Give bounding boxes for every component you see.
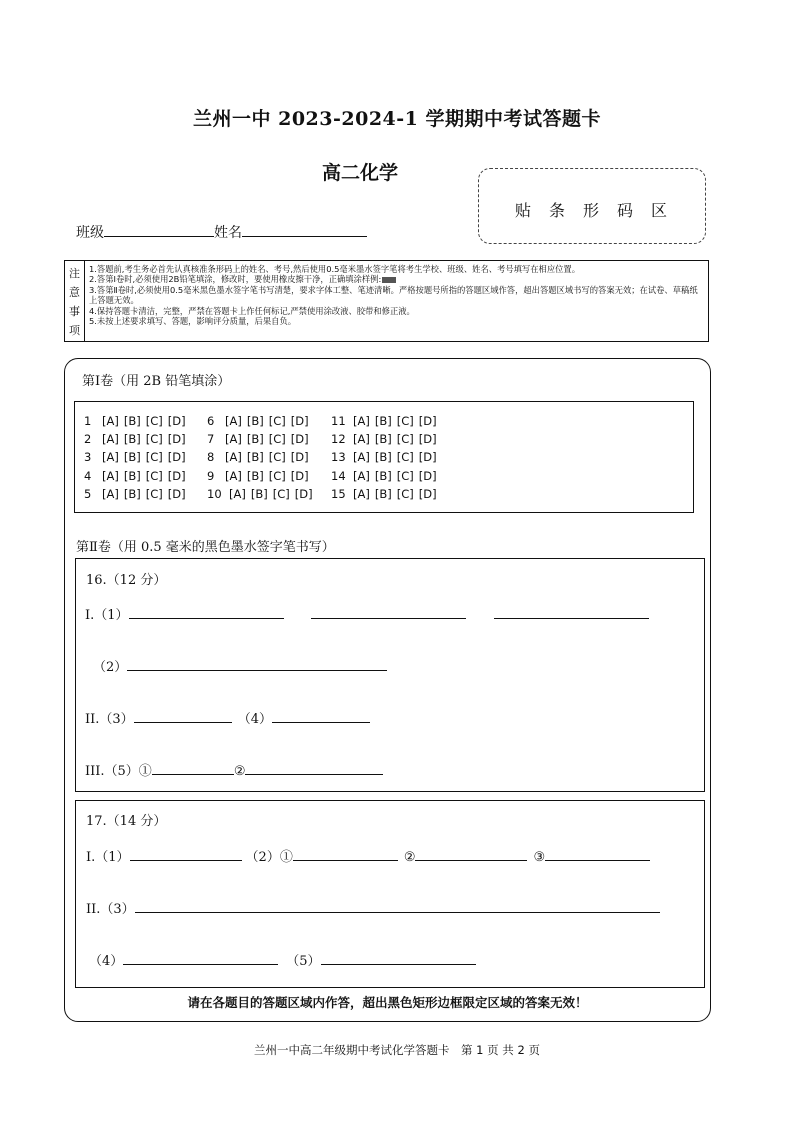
card-title: 兰州一中 2023-2024-1 学期期中考试答题卡 — [193, 108, 601, 130]
mc-option-bubble[interactable]: [D] — [294, 486, 313, 501]
answer-line[interactable] — [135, 899, 660, 913]
answer-line[interactable] — [129, 605, 284, 619]
mc-option-bubble[interactable]: [B] — [246, 414, 264, 428]
mc-question-number: 2 — [84, 432, 92, 447]
answer-line[interactable] — [545, 847, 650, 861]
q17-row-2: II.（3） — [86, 898, 660, 917]
mc-question-number: 5 — [84, 486, 92, 501]
mc-question-number: 8 — [207, 450, 215, 465]
mc-option-bubble[interactable]: [B] — [374, 450, 392, 465]
answer-line[interactable] — [321, 951, 476, 965]
subject-title: 高二化学 — [321, 162, 398, 184]
mc-option-bubble[interactable]: [B] — [123, 450, 141, 465]
mc-question-number: 12 — [331, 432, 346, 447]
mc-column — [84, 412, 191, 503]
mc-option-bubble[interactable]: [D] — [418, 486, 437, 501]
mc-option-bubble[interactable]: [D] — [418, 414, 437, 428]
mc-question-number: 1 — [84, 414, 92, 428]
note-item: 2.答第Ⅰ卷时,必须使用2B铅笔填涂，修改时，要使用橡皮擦干净，正确填涂样例: — [89, 274, 704, 284]
mc-question-row — [207, 448, 318, 466]
q16-row-4: III.（5）① ② — [85, 760, 383, 779]
mc-option-bubble[interactable]: [D] — [290, 414, 309, 428]
mc-option-bubble[interactable]: [D] — [290, 432, 309, 447]
mc-option-bubble[interactable]: [C] — [268, 468, 286, 483]
mc-option-bubble[interactable]: [D] — [167, 432, 186, 447]
mc-question-row — [207, 412, 318, 430]
mc-question-row — [331, 430, 442, 448]
answer-line[interactable] — [245, 761, 383, 775]
answer-line[interactable] — [127, 657, 387, 671]
mc-option-bubble[interactable]: [B] — [123, 486, 141, 501]
mc-question-number: 15 — [331, 486, 346, 501]
answer-line[interactable] — [130, 847, 242, 861]
note-item: 1.答题前,考生务必首先认真核准条形码上的姓名、考号,然后使用0.5毫米墨水签字笔将考生学校、班级、姓名、考号填写在相应位置。 — [89, 264, 581, 274]
mc-question-number: 14 — [331, 468, 346, 483]
q16-row-3: II.（3） （4） — [85, 708, 370, 727]
mc-option-bubble[interactable]: [B] — [123, 414, 141, 428]
mc-question-row — [207, 430, 318, 448]
mc-question-row — [84, 485, 191, 503]
mc-option-bubble[interactable]: [B] — [374, 468, 392, 483]
class-label: 班级 — [76, 225, 104, 241]
mc-option-bubble[interactable]: [C] — [396, 468, 414, 483]
mc-question-number: 13 — [331, 450, 346, 465]
answer-line[interactable] — [415, 847, 527, 861]
mc-option-bubble[interactable]: [A] — [229, 486, 246, 501]
mc-option-bubble[interactable]: [C] — [145, 414, 163, 428]
note-item: 3.答第Ⅱ卷时,必须使用0.5毫米黑色墨水签字笔书写清楚，要求字体工整、笔迹清晰。严格按题号所指的答题区域作答，超出答题区域书写的答案无效；在试卷、草稿纸上答题无效。 — [89, 284, 698, 306]
mc-question-row — [207, 485, 318, 503]
mc-question-row — [331, 448, 442, 466]
mc-option-bubble[interactable]: [B] — [123, 432, 141, 447]
answer-line[interactable] — [134, 709, 232, 723]
name-field[interactable] — [242, 222, 367, 237]
answer-line[interactable] — [494, 605, 649, 619]
mc-option-bubble[interactable]: [B] — [374, 432, 392, 447]
answer-line[interactable] — [123, 951, 278, 965]
mc-question-number: 3 — [84, 450, 92, 465]
mc-option-bubble[interactable]: [D] — [167, 450, 186, 465]
mc-option-bubble[interactable]: [A] — [225, 414, 242, 428]
mc-option-bubble[interactable]: [A] — [102, 468, 119, 483]
part2-label: 第Ⅱ卷（用 0.5 毫米的黑色墨水签字笔书写） — [76, 540, 335, 555]
q17-title: 17.（14 分） — [86, 814, 167, 829]
name-label: 姓名 — [214, 225, 242, 241]
mc-question-number: 9 — [207, 468, 215, 483]
mc-question-row — [331, 467, 442, 485]
question-17-box — [75, 800, 705, 988]
part1-label: 第Ⅰ卷（用 2B 铅笔填涂） — [82, 374, 231, 389]
multiple-choice-box — [74, 401, 694, 513]
mc-option-bubble[interactable]: [A] — [353, 432, 370, 447]
note-item: 5.未按上述要求填写、答题，影响评分质量，后果自负。 — [89, 316, 297, 327]
mc-option-bubble[interactable]: [C] — [396, 486, 414, 501]
mc-question-row — [84, 448, 191, 466]
q17-row-3: （4） （5） — [89, 950, 476, 969]
mc-option-bubble[interactable]: [C] — [145, 486, 163, 501]
mc-option-bubble[interactable]: [C] — [272, 486, 290, 501]
mc-column — [207, 412, 318, 503]
q16-title: 16.（12 分） — [86, 573, 167, 588]
mc-option-bubble[interactable]: [B] — [246, 468, 264, 483]
mc-question-row — [207, 467, 318, 485]
mc-option-bubble[interactable]: [B] — [246, 450, 264, 465]
answer-line[interactable] — [272, 709, 370, 723]
mc-option-bubble[interactable]: [C] — [145, 450, 163, 465]
mc-option-bubble[interactable]: [D] — [167, 468, 186, 483]
notes-list — [89, 264, 704, 326]
mc-option-bubble[interactable]: [B] — [246, 432, 264, 447]
mc-option-bubble[interactable]: [C] — [396, 432, 414, 447]
mc-option-bubble[interactable]: [A] — [102, 450, 119, 465]
mc-question-row — [331, 412, 442, 430]
mc-option-bubble[interactable]: [A] — [225, 468, 242, 483]
mc-question-number: 11 — [331, 414, 346, 428]
mc-option-bubble[interactable]: [C] — [268, 414, 286, 428]
question-16-box — [75, 558, 705, 792]
mc-option-bubble[interactable]: [C] — [396, 414, 414, 428]
mc-option-bubble[interactable]: [A] — [353, 450, 370, 465]
q17-row-1: I.（1） （2）① ② ③ — [86, 846, 650, 865]
mc-option-bubble[interactable]: [A] — [225, 450, 242, 465]
mc-option-bubble[interactable]: [D] — [418, 432, 437, 447]
mc-option-bubble[interactable]: [C] — [268, 432, 286, 447]
student-info-row — [76, 222, 367, 242]
barcode-label: 贴条形码区 — [514, 201, 685, 220]
mc-option-bubble[interactable]: [A] — [102, 432, 119, 447]
mc-question-number: 4 — [84, 468, 92, 483]
mc-option-bubble[interactable]: [A] — [225, 432, 242, 447]
class-field[interactable] — [104, 222, 214, 237]
notes-heading: 注 意 事 项 — [65, 261, 85, 341]
fill-sample-mark — [382, 277, 396, 283]
mc-question-row — [84, 430, 191, 448]
answer-line[interactable] — [311, 605, 466, 619]
mc-option-bubble[interactable]: [D] — [290, 468, 309, 483]
notes-box — [64, 260, 709, 342]
answer-line[interactable] — [152, 761, 234, 775]
barcode-area — [478, 168, 706, 244]
mc-question-number: 7 — [207, 432, 215, 447]
mc-question-row — [331, 485, 442, 503]
mc-option-bubble[interactable]: [D] — [418, 468, 437, 483]
mc-option-bubble[interactable]: [B] — [374, 486, 392, 501]
mc-option-bubble[interactable]: [A] — [102, 414, 119, 428]
mc-option-bubble[interactable]: [B] — [374, 414, 392, 428]
mc-question-number: 6 — [207, 414, 215, 428]
mc-option-bubble[interactable]: [D] — [167, 486, 186, 501]
mc-option-bubble[interactable]: [C] — [268, 450, 286, 465]
mc-option-bubble[interactable]: [D] — [418, 450, 437, 465]
mc-option-bubble[interactable]: [B] — [250, 486, 268, 501]
answer-line[interactable] — [293, 847, 398, 861]
mc-option-bubble[interactable]: [D] — [167, 414, 186, 428]
q16-row-2: （2） — [93, 656, 387, 675]
q16-row-1: I.（1） — [85, 604, 649, 623]
page-footer: 兰州一中高二年级期中考试化学答题卡 第 1 页 共 2 页 — [254, 1043, 540, 1057]
mc-option-bubble[interactable]: [D] — [290, 450, 309, 465]
note-item: 4.保持答题卡清洁，完整，严禁在答题卡上作任何标记,严禁使用涂改液、胶带和修正液。 — [89, 305, 415, 316]
mc-option-bubble[interactable]: [A] — [102, 486, 119, 501]
mc-option-bubble[interactable]: [A] — [353, 414, 370, 428]
mc-option-bubble[interactable]: [C] — [396, 450, 414, 465]
mc-option-bubble[interactable]: [C] — [145, 468, 163, 483]
mc-option-bubble[interactable]: [A] — [353, 486, 370, 501]
mc-question-number: 10 — [207, 486, 222, 501]
mc-option-bubble[interactable]: [B] — [123, 468, 141, 483]
mc-option-bubble[interactable]: [A] — [353, 468, 370, 483]
mc-question-row — [84, 467, 191, 485]
mc-column — [331, 412, 442, 503]
mc-question-row — [84, 412, 191, 430]
area-warning: 请在各题目的答题区域内作答，超出黑色矩形边框限定区域的答案无效！ — [187, 995, 588, 1010]
mc-option-bubble[interactable]: [C] — [145, 432, 163, 447]
